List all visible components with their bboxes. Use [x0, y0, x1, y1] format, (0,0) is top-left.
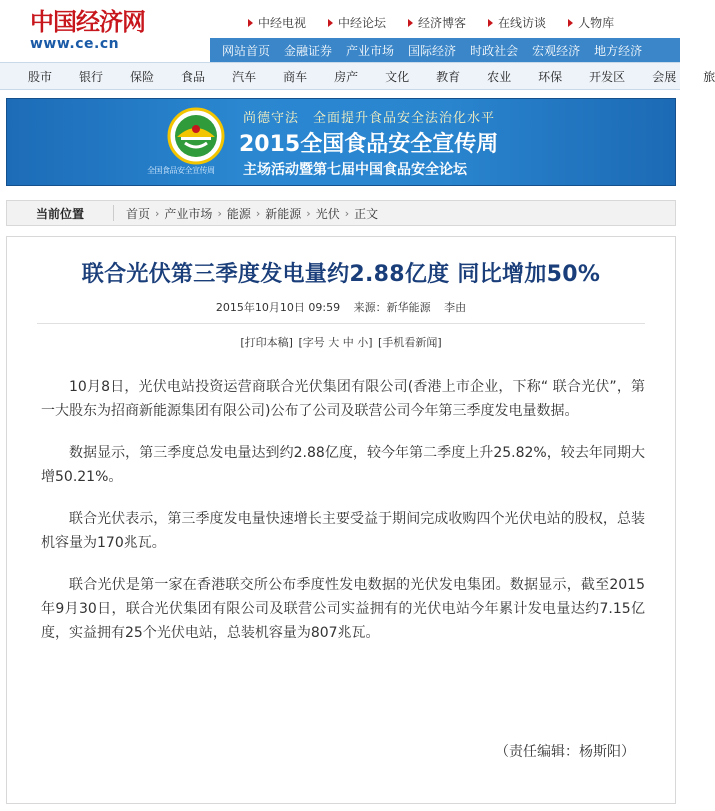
breadcrumb-chevron-icon: › [306, 206, 311, 220]
article-tools [7, 334, 675, 350]
banner-org-text: 全国食品安全宣传周 [147, 166, 215, 175]
article-paragraph: 联合光伏是第一家在香港联交所公布季度性发电数据的光伏发电集团。数据显示，截至2015年9月30日，联合光伏集团有限公司及联营公司实益拥有的光伏电站今年累计发电量达约7.15亿度，实益拥有25个光伏电站，总装机容量为807兆瓦。 [41, 577, 645, 641]
breadcrumb-industry[interactable]: 产业市场 [164, 206, 213, 221]
top-link-forum[interactable]: 中经论坛 [328, 14, 386, 31]
main-nav [210, 38, 680, 62]
banner-headline: 2015全国食品安全宣传周 [239, 132, 499, 157]
breadcrumb-photovoltaic[interactable]: 光伏 [315, 206, 340, 221]
article-paragraph: 10月8日，光伏电站投资运营商联合光伏集团有限公司(香港上市企业，下称“ 联合光伏”，第一大股东为招商新能源集团有限公司)公布了公司及联营公司今年第三季度发电量数据。 [41, 379, 645, 419]
site-header [0, 0, 680, 62]
breadcrumb-chevron-icon: › [155, 206, 160, 220]
category-insurance[interactable]: 保险 [130, 69, 155, 84]
mobile-news-link[interactable]: [手机看新闻] [378, 336, 442, 349]
nav-tab-politics[interactable]: 时政社会 [470, 43, 519, 58]
category-travel[interactable]: 旅 [703, 69, 715, 84]
category-bar [0, 62, 715, 90]
breadcrumb-new-energy[interactable]: 新能源 [265, 206, 302, 221]
triangle-bullet-icon [328, 19, 333, 27]
category-environment[interactable]: 环保 [538, 69, 563, 84]
promo-banner[interactable] [6, 98, 676, 186]
breadcrumb-home[interactable]: 首页 [126, 206, 151, 221]
category-food[interactable]: 食品 [181, 69, 206, 84]
breadcrumb-divider [113, 205, 114, 221]
article-paragraph: 数据显示，第三季度总发电量达到约2.88亿度，较今年第二季度上升25.82%，较去年同期大增50.21%。 [41, 445, 645, 485]
article-source: 来源：新华能源 [353, 301, 431, 314]
article-container [6, 236, 676, 804]
category-exhibition[interactable]: 会展 [652, 69, 677, 84]
responsible-editor: （责任编辑：杨斯阳） [495, 744, 635, 760]
top-link-blog[interactable]: 经济博客 [408, 14, 466, 31]
article-paragraph: 联合光伏表示，第三季度发电量快速增长主要受益于期间完成收购四个光伏电站的股权，总装机容量为170兆瓦。 [41, 511, 645, 551]
triangle-bullet-icon [248, 19, 253, 27]
food-safety-emblem-icon [167, 107, 225, 165]
breadcrumb-title: 当前位置 [35, 206, 84, 221]
logo-chinese-text: 中国经济网 [30, 7, 145, 36]
nav-tab-macro[interactable]: 宏观经济 [532, 43, 581, 58]
nav-tab-local[interactable]: 地方经济 [594, 43, 643, 58]
triangle-bullet-icon [568, 19, 573, 27]
category-development-zone[interactable]: 开发区 [589, 69, 626, 84]
article-title: 联合光伏第三季度发电量约2.88亿度 同比增加50% [81, 262, 601, 287]
site-logo[interactable] [30, 8, 180, 56]
logo-url-text: www.ce.cn [30, 36, 120, 52]
nav-tab-finance[interactable]: 金融证券 [284, 43, 333, 58]
breadcrumb-energy[interactable]: 能源 [226, 206, 251, 221]
category-stocks[interactable]: 股市 [28, 69, 53, 84]
breadcrumb [6, 200, 676, 226]
article-body [41, 375, 645, 663]
breadcrumb-chevron-icon: › [344, 206, 350, 220]
banner-subheadline: 主场活动暨第七届中国食品安全论坛 [243, 162, 467, 178]
article-date: 2015年10月10日 09:59 [215, 301, 341, 314]
nav-tab-home[interactable]: 网站首页 [222, 43, 271, 58]
breadcrumb-chevron-icon: › [255, 206, 261, 220]
category-real-estate[interactable]: 房产 [334, 69, 359, 84]
print-link[interactable]: [打印本稿] [240, 336, 293, 349]
banner-slogan: 尚德守法 全面提升食品安全法治化水平 [243, 111, 496, 126]
category-culture[interactable]: 文化 [385, 69, 410, 84]
nav-tab-industry[interactable]: 产业市场 [346, 43, 395, 58]
top-link-people[interactable]: 人物库 [568, 14, 614, 31]
top-link-tv[interactable]: 中经电视 [248, 14, 306, 31]
breadcrumb-current: 正文 [354, 206, 379, 221]
top-link-interview[interactable]: 在线访谈 [488, 14, 546, 31]
meta-divider [37, 323, 645, 324]
category-banks[interactable]: 银行 [79, 69, 104, 84]
breadcrumb-chevron-icon: › [217, 206, 222, 220]
article-author: 李由 [444, 301, 467, 314]
top-links [248, 14, 636, 31]
category-commercial-vehicles[interactable]: 商车 [283, 69, 308, 84]
font-size-links[interactable]: [字号 大 中 小] [298, 336, 373, 349]
triangle-bullet-icon [408, 19, 413, 27]
triangle-bullet-icon [488, 19, 493, 27]
category-auto[interactable]: 汽车 [232, 69, 257, 84]
article-meta [7, 299, 675, 315]
category-education[interactable]: 教育 [436, 69, 461, 84]
category-agriculture[interactable]: 农业 [487, 69, 512, 84]
nav-tab-international[interactable]: 国际经济 [408, 43, 457, 58]
